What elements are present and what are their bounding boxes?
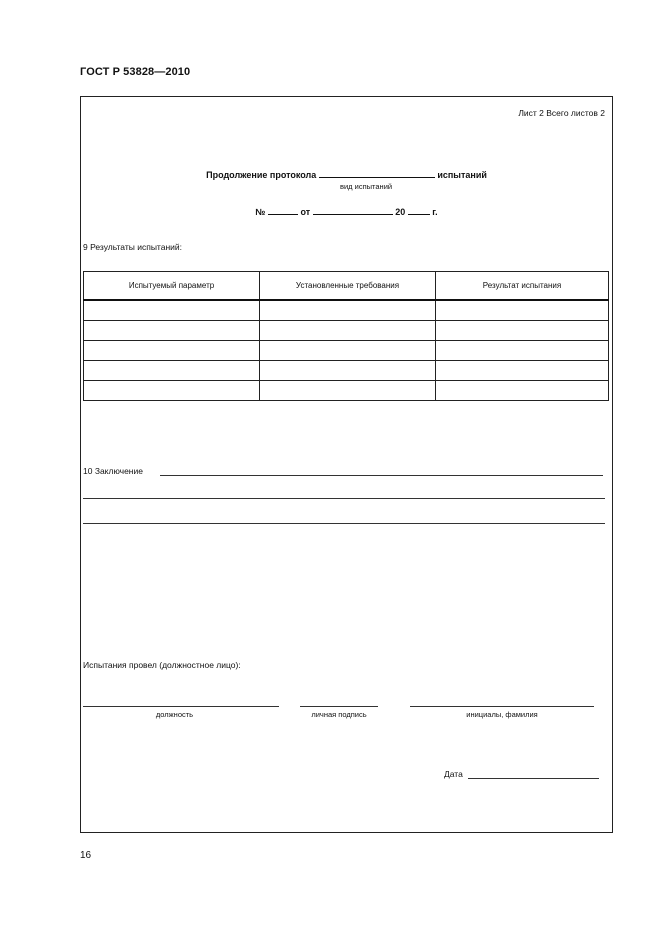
table-cell[interactable] <box>436 321 609 341</box>
number-label: № <box>255 207 266 217</box>
date-line[interactable] <box>468 778 599 779</box>
number-field[interactable] <box>268 206 298 215</box>
protocol-title <box>80 169 613 180</box>
name-caption: инициалы, фамилия <box>466 710 538 719</box>
table-cell[interactable] <box>84 341 260 361</box>
table-row <box>84 321 609 341</box>
test-type-field[interactable] <box>319 169 435 178</box>
test-type-caption: вид испытаний <box>340 182 393 191</box>
position-line[interactable] <box>83 706 279 707</box>
table-row <box>84 381 609 401</box>
name-line[interactable] <box>410 706 594 707</box>
title-suffix: испытаний <box>437 170 487 180</box>
table-cell[interactable] <box>260 321 436 341</box>
position-caption: должность <box>155 710 194 719</box>
from-label: от <box>300 207 311 217</box>
signature-caption: личная подпись <box>311 710 367 719</box>
table-cell[interactable] <box>436 361 609 381</box>
results-table-header <box>84 272 609 301</box>
table-row <box>84 361 609 381</box>
column-header-requirements: Установленные требования <box>260 272 436 301</box>
column-header-result: Результат испытания <box>436 272 609 301</box>
results-heading: 9 Результаты испытаний: <box>83 242 183 252</box>
conclusion-line-2[interactable] <box>83 498 605 499</box>
year-field[interactable] <box>408 206 430 215</box>
table-cell[interactable] <box>436 381 609 401</box>
table-cell[interactable] <box>436 341 609 361</box>
year-label: 20 <box>395 207 406 217</box>
table-cell[interactable] <box>84 381 260 401</box>
conclusion-line-1[interactable] <box>160 475 603 476</box>
year-suffix: г. <box>432 207 438 217</box>
signature-line[interactable] <box>300 706 378 707</box>
date-field[interactable] <box>313 206 393 215</box>
standard-designation: ГОСТ Р 53828—2010 <box>80 66 191 78</box>
table-cell[interactable] <box>260 300 436 321</box>
table-cell[interactable] <box>260 341 436 361</box>
conclusion-label: 10 Заключение <box>83 466 143 476</box>
table-cell[interactable] <box>84 321 260 341</box>
table-cell[interactable] <box>84 361 260 381</box>
date-label: Дата <box>444 769 463 779</box>
table-cell[interactable] <box>436 300 609 321</box>
column-header-parameter: Испытуемый параметр <box>84 272 260 301</box>
conclusion-line-3[interactable] <box>83 523 605 524</box>
table-cell[interactable] <box>260 361 436 381</box>
page-number: 16 <box>80 850 92 861</box>
sheet-info: Лист 2 Всего листов 2 <box>518 108 605 118</box>
table-row <box>84 300 609 321</box>
table-cell[interactable] <box>260 381 436 401</box>
table-cell[interactable] <box>84 300 260 321</box>
results-table <box>83 271 609 401</box>
table-row <box>84 341 609 361</box>
sheet-info-row <box>80 96 605 116</box>
title-prefix: Продолжение протокола <box>206 170 317 180</box>
protocol-number-row <box>80 206 613 217</box>
tested-by-label: Испытания провел (должностное лицо): <box>83 660 241 670</box>
